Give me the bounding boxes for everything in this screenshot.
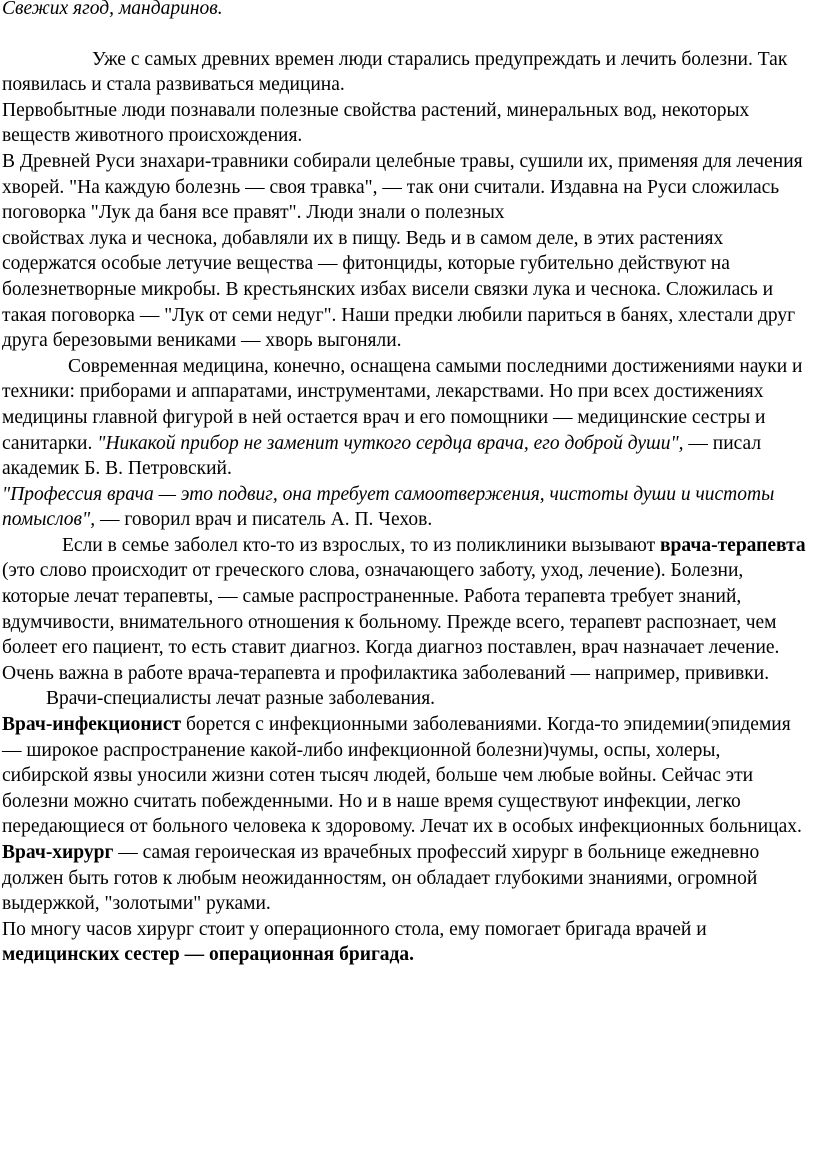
surgeon-term: Врач-хирург — [2, 842, 114, 863]
infectionist-text: борется с инфекционными заболеваниями. Когда-то эпидемии(эпидемия — широкое распространение какой-либо инфекционной болезни)чумы, оспы, холеры, сибирской язвы уносили жизни сотен тысяч людей, больше чем любые войны. Сейчас эти болезни можно считать побежденными. Но и в наше время существуют инфекции, легко передающиеся от больного человека к здоровому. Лечат их в особых инфекционных больницах. — [2, 714, 802, 838]
paragraph-therapist — [2, 533, 810, 687]
paragraph-modern-medicine — [2, 354, 810, 482]
therapist-intro: Если в семье заболел кто-то из взрослых, то из поликлиники вызывают — [62, 534, 656, 556]
chekhov-attribution: — говорил врач и писатель А. П. Чехов. — [99, 509, 433, 531]
modern-medicine-text: Современная медицина, конечно, оснащена самыми последними достижениями науки и техники: приборами и аппаратами, инструментами, лекарствами. Но при всех достижениях медицины главной фигурой в ней остается врач и его помощники — медицинские сестры и санитарки. — [2, 355, 803, 454]
paragraph-ancient-rus: В Древней Руси знахари-травники собирали целебные травы, сушили их, применяя для лечения хворей. "На каждую болезнь — своя травка", — так они считали. Издавна на Руси сложилась поговорка "Лук да баня все правят". Люди знали о полезных — [2, 150, 803, 224]
paragraph-infectionist — [2, 712, 810, 840]
petrovsky-attribution: — писал академик Б. В. Петровский. — [2, 432, 762, 480]
therapist-term: врача-терапевта — [660, 534, 806, 556]
operating-team-text: По многу часов хирург стоит у операционного стола, ему помогает бригада врачей и — [2, 918, 707, 940]
petrovsky-quote: "Никакой прибор не заменит чуткого сердца врача, его доброй души", — [97, 432, 684, 454]
chekhov-quote: "Профессия врача — это подвиг, она требует самоотвержения, чистоты души и чистоты помыслов", — [2, 483, 775, 531]
paragraph-origins: Уже с самых древних времен люди старались предупреждать и лечить болезни. Так появилась и стала развиваться медицина. — [2, 48, 788, 96]
therapist-text: (это слово происходит от греческого слова, означающего заботу, уход, лечение). Болезни, которые лечат терапевты, — самые распространенные. Работа терапевта требует знаний, вдумчивости, внимательного отношения к больному. Прежде всего, терапевт распознает, чем болеет его пациент, то есть ставит диагноз. Когда диагноз поставлен, врач назначает лечение. Очень важна в работе врача-терапевта и профилактика заболеваний — например, прививки. — [2, 560, 780, 684]
operating-team-term: медицинских сестер — операционная бригада. — [2, 944, 415, 966]
blank-line — [2, 22, 810, 47]
paragraph-specialists: Врачи-специалисты лечат разные заболевания. — [46, 688, 436, 710]
paragraph-chekhov-quote — [2, 482, 810, 533]
surgeon-text: — самая героическая из врачебных профессий хирург в больнице ежедневно должен быть готов к любым неожиданностям, он обладает глубокими знаниями, огромной выдержкой, "золотыми" руками. — [2, 842, 760, 915]
paragraph-operating-team — [2, 917, 810, 968]
infectionist-term: Врач-инфекционист — [2, 714, 182, 736]
paragraph-onion-garlic: свойствах лука и чеснока, добавляли их в пищу. Ведь и в самом деле, в этих растениях содержатся особые летучие вещества — фитонциды, которые губительно действуют на болезнетворные микробы. В крестьянских избах висели связки лука и чеснока. Сложилась и такая поговорка — "Лук от семи недуг". Наши предки любили париться в банях, хлестали друг друга березовыми вениками — хворь выгоняли. — [2, 227, 796, 352]
top-fragment: Свежих ягод, мандаринов. — [2, 0, 223, 19]
paragraph-primitive-people: Первобытные люди познавали полезные свойства растений, минеральных вод, некоторых веществ животного происхождения. — [2, 99, 750, 147]
paragraph-surgeon — [2, 840, 810, 917]
